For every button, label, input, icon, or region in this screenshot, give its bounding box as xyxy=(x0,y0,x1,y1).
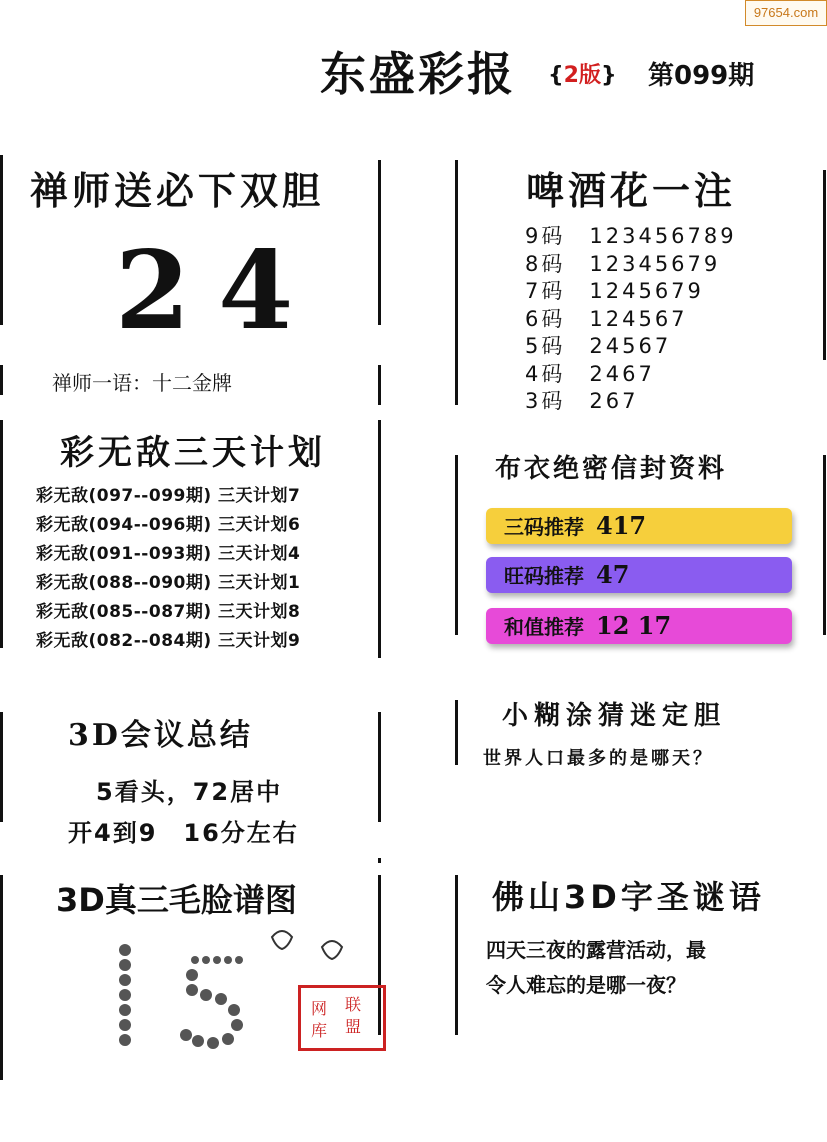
beer-row xyxy=(525,275,805,303)
dot xyxy=(378,858,381,863)
secret-panel xyxy=(470,500,810,640)
beer-title: 啤酒花一注 xyxy=(526,169,737,213)
foshan-riddle-line-1: 四天三夜的露营活动，最 xyxy=(486,938,706,962)
plan-list xyxy=(36,481,300,655)
beer-row-label: 6码 xyxy=(525,306,566,331)
beer-row-value: 123456789 xyxy=(589,224,737,248)
edition-number: 2版 xyxy=(563,63,601,88)
dotted-digit-one xyxy=(119,944,131,1046)
beer-row-value: 1245679 xyxy=(589,279,704,303)
newspaper-title: 东盛彩报 xyxy=(320,47,516,101)
secret-right-rule xyxy=(823,455,826,635)
pill-value: 417 xyxy=(596,511,647,540)
pill-label: 三码推荐 xyxy=(504,515,584,539)
plan-title: 彩无敌三天计划 xyxy=(60,433,326,473)
recommend-pill-sum xyxy=(486,608,792,644)
pill-value: 47 xyxy=(596,560,630,589)
beer-row-value: 12345679 xyxy=(589,251,721,276)
beer-row xyxy=(525,220,805,248)
zen-divider xyxy=(378,160,381,325)
plan-row: 彩无敌(091--093期) 三天计划4 xyxy=(36,544,301,564)
beer-row-label: 4码 xyxy=(525,361,566,386)
bell-icon xyxy=(272,931,342,959)
beer-row-label: 7码 xyxy=(525,279,566,303)
riddle-left-rule xyxy=(455,700,458,765)
recommend-pill-three xyxy=(486,508,792,544)
conference-panel xyxy=(68,710,368,847)
edition-label: {2版} xyxy=(548,63,617,88)
beer-row-label: 8码 xyxy=(525,251,566,276)
conf-right-rule xyxy=(378,712,381,822)
plan-row: 彩无敌(085--087期) 三天计划8 xyxy=(36,602,301,622)
dotted-digit-five xyxy=(180,956,243,1049)
zen-saying: 禅师一语：十二金牌 xyxy=(52,371,232,395)
beer-row xyxy=(525,385,805,413)
issue-number: 第099期 xyxy=(648,61,755,91)
right-border xyxy=(823,170,826,360)
stamp-char: 网 xyxy=(311,999,328,1018)
zen-title: 禅师送必下双胆 xyxy=(30,169,325,213)
beer-row-value: 2467 xyxy=(589,361,655,386)
stamp-char: 盟 xyxy=(345,1017,362,1036)
plan-row: 彩无敌(082--084期) 三天计划9 xyxy=(36,631,301,651)
beer-row-value: 24567 xyxy=(589,334,672,358)
pill-label: 旺码推荐 xyxy=(504,564,584,588)
foshan-riddle xyxy=(486,934,816,1000)
zen-numbers: 24 xyxy=(115,228,322,354)
beer-row xyxy=(525,330,805,358)
pill-value: 12 17 xyxy=(596,611,672,640)
secret-left-rule xyxy=(455,455,458,635)
beer-row xyxy=(525,248,805,276)
foshan-left-rule xyxy=(455,875,458,1035)
riddle-title: 小糊涂猜迷定胆 xyxy=(502,701,727,731)
stamp-char: 联 xyxy=(345,995,362,1014)
riddle-question: 世界人口最多的是哪天？ xyxy=(483,748,714,769)
beer-row-value: 267 xyxy=(589,389,639,413)
conference-title: 3D会议总结 xyxy=(68,718,253,753)
conf-left-rule xyxy=(0,712,3,822)
stamp-char: 库 xyxy=(311,1021,328,1040)
beer-row-label: 3码 xyxy=(525,389,566,413)
left-rule-saying xyxy=(0,365,3,395)
secret-title: 布衣绝密信封资料 xyxy=(495,454,728,484)
plan-left-rule xyxy=(0,420,3,648)
plan-row: 彩无敌(094--096期) 三天计划6 xyxy=(36,515,301,535)
conference-line-2: 开4到9 16分左右 xyxy=(68,819,299,847)
face-title: 3D真三毛脸谱图 xyxy=(56,881,297,919)
beer-row-label: 9码 xyxy=(525,224,566,248)
recommend-pill-hot xyxy=(486,557,792,593)
left-border xyxy=(0,155,3,325)
seal-stamp xyxy=(298,985,386,1051)
conference-line-1: 5看头，72居中 xyxy=(96,778,283,806)
plan-row: 彩无敌(088--090期) 三天计划1 xyxy=(36,573,301,593)
site-watermark: 97654.com xyxy=(745,0,827,26)
foshan-title: 佛山3D字圣谜语 xyxy=(492,878,765,916)
foshan-riddle-line-2: 令人难忘的是哪一夜？ xyxy=(486,973,686,997)
beer-left-rule xyxy=(455,160,458,405)
beer-row xyxy=(525,303,805,331)
saying-rule xyxy=(378,365,381,405)
beer-row-label: 5码 xyxy=(525,334,566,358)
beer-list xyxy=(525,220,805,413)
face-left-rule xyxy=(0,875,3,1080)
pill-label: 和值推荐 xyxy=(504,615,584,639)
beer-row-value: 124567 xyxy=(589,306,688,331)
plan-row: 彩无敌(097--099期) 三天计划7 xyxy=(36,486,301,506)
beer-row xyxy=(525,358,805,386)
plan-right-rule xyxy=(378,420,381,658)
